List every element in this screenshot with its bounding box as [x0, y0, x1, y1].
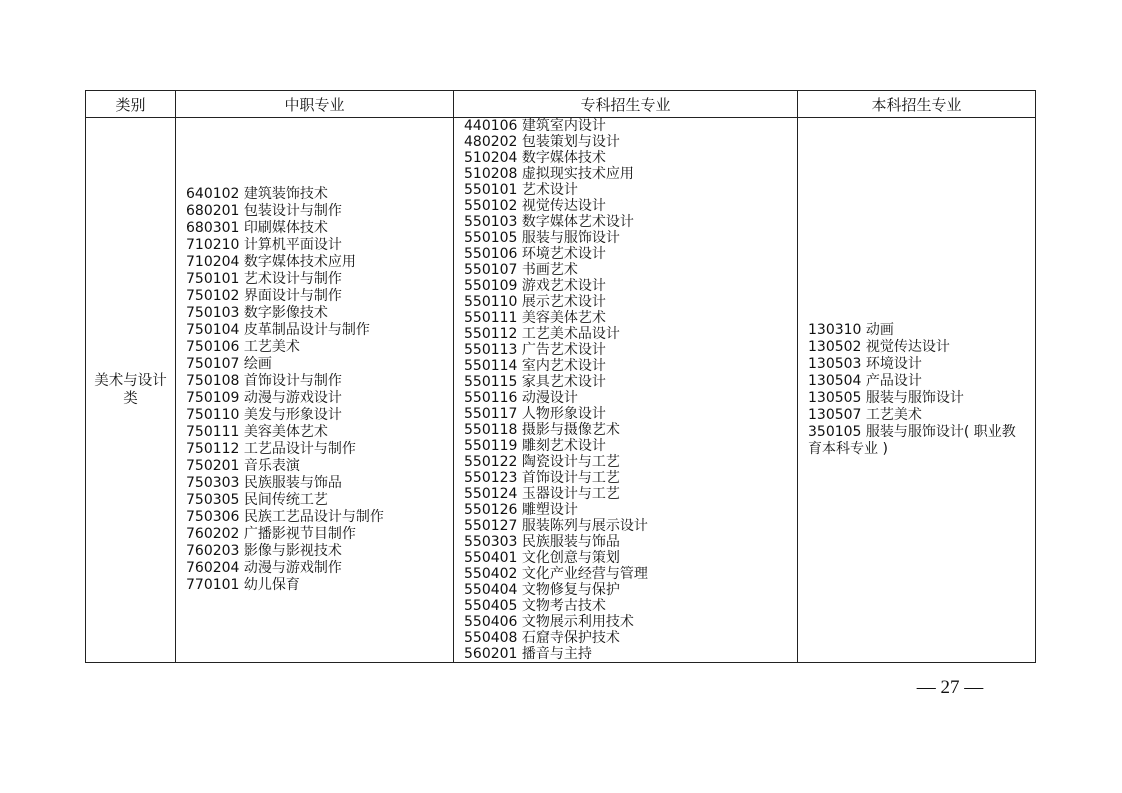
list-item: 550112 工艺美术品设计 — [464, 326, 620, 342]
list-item: 550303 民族服装与饰品 — [464, 534, 620, 550]
list-item: 550124 玉器设计与工艺 — [464, 486, 620, 502]
list-item: 750106 工艺美术 — [186, 339, 300, 355]
list-item: 750107 绘画 — [186, 356, 272, 372]
list-item: 710204 数字媒体技术应用 — [186, 254, 356, 270]
list-item: 510208 虚拟现实技术应用 — [464, 166, 634, 182]
list-item: 130507 工艺美术 — [808, 407, 922, 423]
list-item: 550402 文化产业经营与管理 — [464, 566, 648, 582]
list-item: 550122 陶瓷设计与工艺 — [464, 454, 620, 470]
college-list — [454, 118, 797, 662]
list-item: 760204 动漫与游戏制作 — [186, 560, 342, 576]
list-item: 750101 艺术设计与制作 — [186, 271, 342, 287]
list-item: 130503 环境设计 — [808, 356, 922, 372]
list-item: 750103 数字影像技术 — [186, 305, 328, 321]
list-item: 750104 皮革制品设计与制作 — [186, 322, 370, 338]
list-item: 550102 视觉传达设计 — [464, 198, 606, 214]
list-item: 550109 游戏艺术设计 — [464, 278, 606, 294]
list-item: 550106 环境艺术设计 — [464, 246, 606, 262]
list-item: 750112 工艺品设计与制作 — [186, 441, 356, 457]
list-item: 680301 印刷媒体技术 — [186, 220, 328, 236]
list-item: 750109 动漫与游戏设计 — [186, 390, 342, 406]
list-item: 550406 文物展示利用技术 — [464, 614, 634, 630]
list-item: 440106 建筑室内设计 — [464, 118, 606, 134]
list-item: 550116 动漫设计 — [464, 390, 578, 406]
list-item: 550126 雕塑设计 — [464, 502, 578, 518]
list-item: 560201 播音与主持 — [464, 646, 592, 662]
list-item: 550114 室内艺术设计 — [464, 358, 606, 374]
list-item: 750201 音乐表演 — [186, 458, 300, 474]
list-item: 770101 幼儿保育 — [186, 577, 300, 593]
list-item: 550113 广告艺术设计 — [464, 342, 606, 358]
list-item: 550127 服装陈列与展示设计 — [464, 518, 648, 534]
list-item: 550115 家具艺术设计 — [464, 374, 606, 390]
list-item: 550111 美容美体艺术 — [464, 310, 606, 326]
list-item: 680201 包装设计与制作 — [186, 203, 342, 219]
list-item: 130505 服装与服饰设计 — [808, 390, 964, 406]
list-item: 550401 文化创意与策划 — [464, 550, 620, 566]
list-item: 130502 视觉传达设计 — [808, 339, 950, 355]
list-item: 640102 建筑装饰技术 — [186, 186, 328, 202]
list-item: 550123 首饰设计与工艺 — [464, 470, 620, 486]
list-item: 550105 服装与服饰设计 — [464, 230, 620, 246]
undergraduate-list — [798, 322, 1035, 458]
list-item: 550107 书画艺术 — [464, 262, 578, 278]
vocational-list — [176, 186, 453, 594]
list-item: 480202 包装策划与设计 — [464, 134, 620, 150]
list-item: 550110 展示艺术设计 — [464, 294, 606, 310]
list-item: 760203 影像与影视技术 — [186, 543, 342, 559]
list-item: 350105 服装与服饰设计( 职业教育本科专业 ) — [808, 424, 1016, 457]
table-row — [86, 118, 1036, 663]
list-item: 550408 石窟寺保护技术 — [464, 630, 620, 646]
list-item: 760202 广播影视节目制作 — [186, 526, 356, 542]
vocational-cell — [176, 118, 454, 663]
list-item: 710210 计算机平面设计 — [186, 237, 342, 253]
list-item: 550101 艺术设计 — [464, 182, 578, 198]
list-item: 750303 民族服装与饰品 — [186, 475, 342, 491]
header-college: 专科招生专业 — [454, 91, 798, 118]
list-item: 550119 雕刻艺术设计 — [464, 438, 606, 454]
list-item: 750305 民间传统工艺 — [186, 492, 328, 508]
category-cell: 美术与设计类 — [86, 118, 176, 663]
majors-table — [85, 90, 1036, 663]
undergraduate-cell — [798, 118, 1036, 663]
list-item: 130310 动画 — [808, 322, 894, 338]
list-item: 750306 民族工艺品设计与制作 — [186, 509, 384, 525]
list-item: 130504 产品设计 — [808, 373, 922, 389]
list-item: 550117 人物形象设计 — [464, 406, 606, 422]
list-item: 510204 数字媒体技术 — [464, 150, 606, 166]
list-item: 550118 摄影与摄像艺术 — [464, 422, 620, 438]
header-vocational: 中职专业 — [176, 91, 454, 118]
list-item: 550405 文物考古技术 — [464, 598, 606, 614]
list-item: 750108 首饰设计与制作 — [186, 373, 342, 389]
list-item: 750102 界面设计与制作 — [186, 288, 342, 304]
list-item: 550404 文物修复与保护 — [464, 582, 620, 598]
header-category: 类别 — [86, 91, 176, 118]
page-number: — 27 — — [916, 677, 984, 698]
college-cell — [454, 118, 798, 663]
header-undergraduate: 本科招生专业 — [798, 91, 1036, 118]
list-item: 550103 数字媒体艺术设计 — [464, 214, 634, 230]
list-item: 750110 美发与形象设计 — [186, 407, 342, 423]
header-row — [86, 91, 1036, 118]
list-item: 750111 美容美体艺术 — [186, 424, 328, 440]
